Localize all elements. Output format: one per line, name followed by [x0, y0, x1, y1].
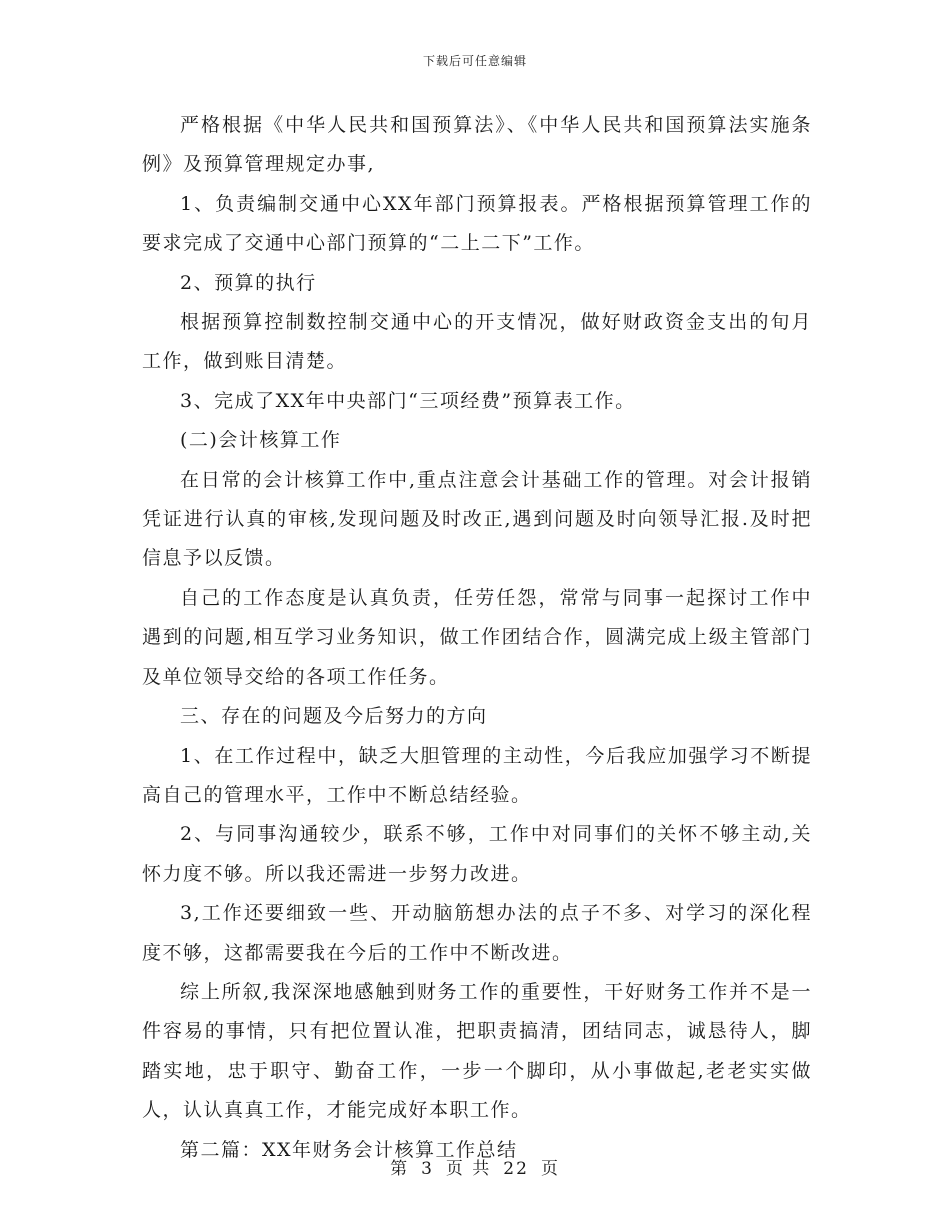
paragraph: 3、完成了XX年中央部门“三项经费”预算表工作。 [180, 389, 636, 412]
paragraph: 综上所叙,我深深地感触到财务工作的重要性，干好财务工作并不是一件容易的事情，只有把位置认准，把职责搞清，团结同志，诚恳待人，脚踏实地，忠于职守、勤奋工作，一步一个脚印，从小事做起,老老实实做人，认认真真工作，才能完成好本职工作。 [142, 980, 812, 1122]
document-body [142, 106, 812, 1170]
footer-prefix: 第 [390, 1159, 410, 1179]
paragraph: 三、存在的问题及今后努力的方向 [180, 705, 488, 728]
paragraph: 在日常的会计核算工作中,重点注意会计基础工作的管理。对会计报销凭证进行认真的审核,发现问题及时改正,遇到问题及时向领导汇报.及时把信息予以反馈。 [142, 468, 812, 570]
footer-middle: 页 共 [445, 1159, 492, 1179]
page-header: 下载后可任意编辑 [422, 54, 527, 68]
paragraph: 第二篇：XX年财务会计核算工作总结 [180, 1138, 518, 1161]
paragraph: 3,工作还要细致一些、开动脑筋想办法的点子不多、对学习的深化程度不够，这都需要我在今后的工作中不断改进。 [142, 902, 812, 964]
paragraph: (二)会计核算工作 [180, 429, 342, 452]
paragraph: 2、预算的执行 [180, 271, 317, 294]
paragraph: 1、负责编制交通中心XX年部门预算报表。严格根据预算管理工作的要求完成了交通中心部门预算的“二上二下”工作。 [142, 192, 812, 255]
paragraph: 自己的工作态度是认真负责，任劳任怨，常常与同事一起探讨工作中遇到的问题,相互学习业务知识，做工作团结合作，圆满完成上级主管部门及单位领导交给的各项工作任务。 [142, 586, 812, 688]
footer-suffix: 页 [540, 1159, 560, 1179]
paragraph: 根据预算控制数控制交通中心的开支情况，做好财政资金支出的旬月工作，做到账目清楚。 [142, 311, 812, 373]
paragraph: 2、与同事沟通较少，联系不够，工作中对同事们的关怀不够主动,关怀力度不够。所以我还需进一步努力改进。 [142, 823, 812, 885]
page-footer [0, 1154, 950, 1179]
paragraph: 1、在工作过程中，缺乏大胆管理的主动性，今后我应加强学习不断提高自己的管理水平，工作中不断总结经验。 [142, 744, 812, 806]
paragraph: 严格根据《中华人民共和国预算法》、《中华人民共和国预算法实施条例》及预算管理规定办事, [142, 114, 812, 176]
page-total: 22 [503, 1159, 529, 1179]
page-number: 3 [421, 1159, 434, 1179]
